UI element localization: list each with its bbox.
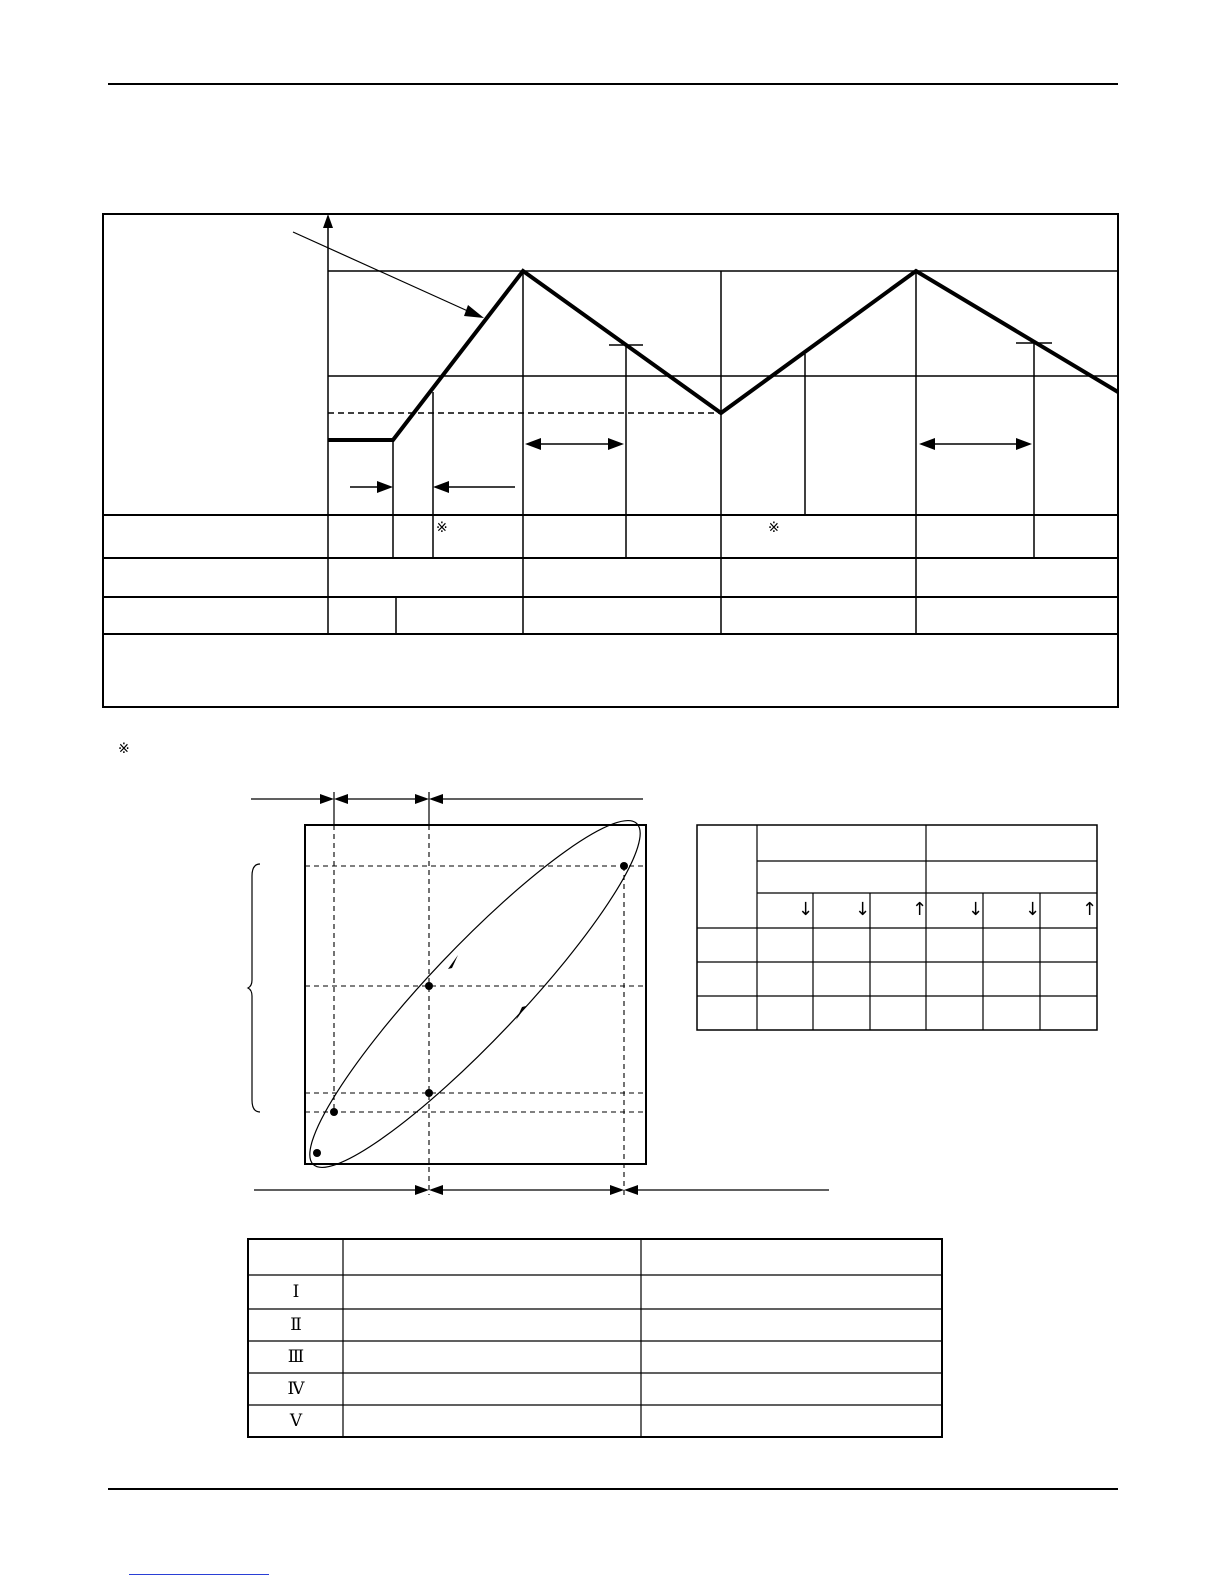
- loop-point-lower-mid: [425, 1089, 433, 1097]
- point-row-label-4: Ⅳ: [287, 1379, 305, 1399]
- bottom-dimension-left-head: [415, 1185, 429, 1195]
- point-table: [240, 1232, 950, 1442]
- hysteresis-loop: [280, 792, 670, 1196]
- top-dimension-right-head: [429, 794, 443, 804]
- mode-arrow-4: ↓: [968, 899, 984, 920]
- left-brace: [248, 864, 260, 1112]
- footer-rule: [108, 1488, 1118, 1490]
- mode-arrow-2: ↓: [855, 899, 871, 920]
- loop-point-upper-mid: [425, 982, 433, 990]
- footer-link-underline[interactable]: [129, 1574, 269, 1575]
- y-axis-arrowhead: [323, 214, 333, 228]
- delay-arrow-right-head: [433, 481, 449, 493]
- top-dimension-mid-left-head: [334, 794, 348, 804]
- loop-frame: [305, 825, 646, 1164]
- bottom-dimension-mid-left-head: [429, 1185, 443, 1195]
- interval-arrow-2-right-head: [1016, 438, 1032, 450]
- loop-point-left: [330, 1108, 338, 1116]
- mode-arrow-6: ↑: [1082, 899, 1098, 920]
- interval-arrow-1-right-head: [608, 438, 624, 450]
- loop-direction-lower: [516, 1006, 526, 1020]
- waveform: [328, 271, 1118, 440]
- loop-direction-upper: [448, 955, 458, 969]
- point-table-frame: [248, 1239, 942, 1437]
- leader-arrowhead: [464, 305, 484, 318]
- point-row-label-2: Ⅱ: [290, 1315, 302, 1335]
- point-row-label-1: Ⅰ: [292, 1282, 300, 1302]
- loop-point-top: [620, 862, 628, 870]
- mode-table: [690, 820, 1110, 1035]
- interval-arrow-1-left-head: [525, 438, 541, 450]
- mode-arrow-5: ↓: [1025, 899, 1041, 920]
- bottom-dimension-right-head: [624, 1185, 638, 1195]
- mode-arrow-3: ↑: [912, 899, 928, 920]
- bottom-dimension-mid-right-head: [610, 1185, 624, 1195]
- point-row-label-3: Ⅲ: [287, 1347, 305, 1367]
- timing-chart: [0, 0, 1225, 720]
- mode-arrow-1: ↓: [798, 899, 814, 920]
- interval-arrow-2-left-head: [919, 438, 935, 450]
- asterisk-mark-2: ※: [768, 520, 780, 536]
- top-dimension-mid-right-head: [415, 794, 429, 804]
- asterisk-mark-1: ※: [436, 520, 448, 536]
- loop-point-bottom: [313, 1149, 321, 1157]
- top-dimension-left-head: [320, 794, 334, 804]
- footnote-asterisk: ※: [118, 741, 130, 757]
- leader-line: [293, 232, 470, 312]
- delay-arrow-left-head: [377, 481, 393, 493]
- point-row-label-5: Ⅴ: [289, 1411, 303, 1431]
